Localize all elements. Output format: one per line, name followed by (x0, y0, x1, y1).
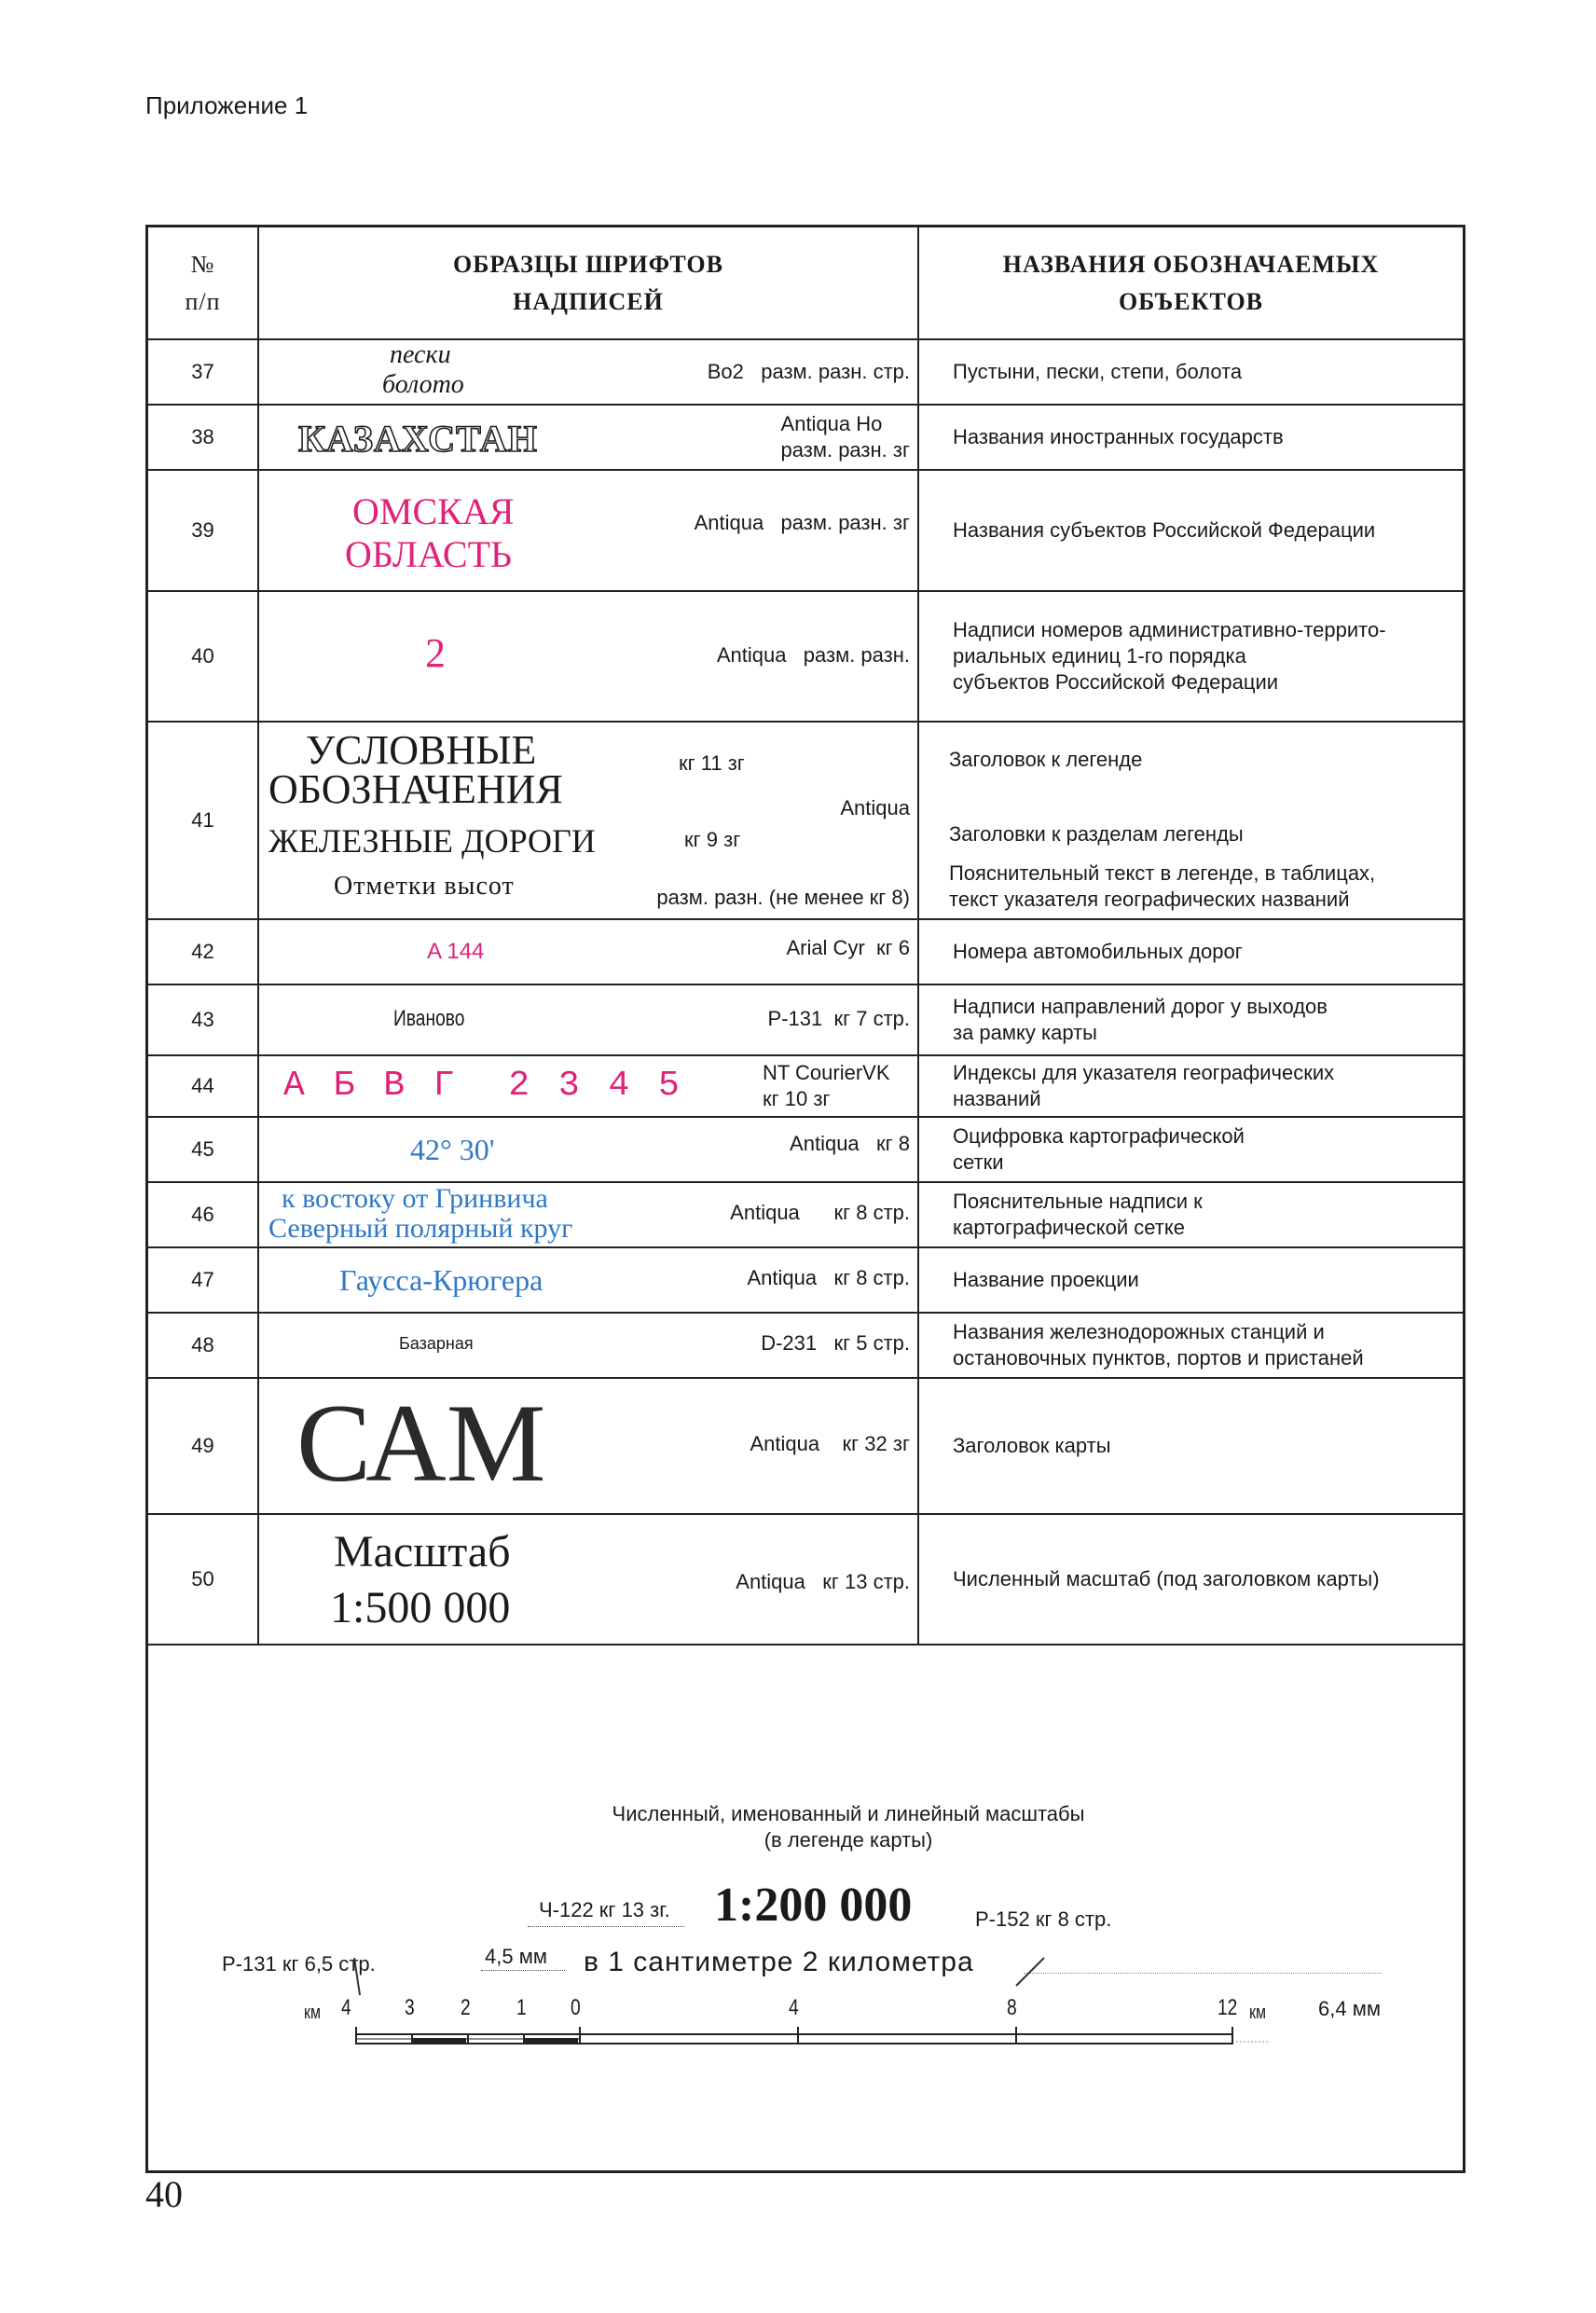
sample-text: Северный полярный круг (268, 1213, 573, 1244)
sample-text: ОБЛАСТЬ (345, 533, 512, 575)
sample-text: 2 (425, 630, 446, 676)
table-row (148, 1117, 1463, 1182)
linear-scale-bar (280, 1948, 1305, 2060)
font-spec: Bo2 разм. разн. стр. (707, 360, 910, 383)
km-label-right: км (1249, 2003, 1266, 2023)
row-sample-cell (258, 1514, 918, 1645)
row-num: 46 (148, 1182, 258, 1247)
tick-label: 3 (405, 1995, 415, 2020)
table-row (148, 1055, 1463, 1117)
font-samples-table (148, 227, 1463, 1645)
row-sample-cell (258, 984, 918, 1055)
sample-text: Гаусса-Крюгера (339, 1263, 543, 1297)
row-num: 44 (148, 1055, 258, 1117)
row-sample-cell (258, 1247, 918, 1313)
row-num: 47 (148, 1247, 258, 1313)
sample-text: 1:500 000 (330, 1583, 511, 1632)
sample-text: А Б В Г 2 3 4 5 (283, 1066, 683, 1106)
sample-text: болото (382, 370, 464, 399)
font-spec: Antiqua разм. разн. (716, 643, 910, 667)
row-sample-cell (258, 591, 918, 722)
table-row (148, 919, 1463, 984)
font-spec: Antiqua кг 8 стр. (730, 1201, 910, 1224)
mm-left-label: 4,5 мм (485, 1945, 547, 1968)
row-sample-cell (258, 1378, 918, 1514)
table-row (148, 1378, 1463, 1514)
table-row (148, 339, 1463, 405)
row-sample-cell (258, 405, 918, 470)
row-description: Надписи направлений дорог у выходов за рамку карты (918, 984, 1463, 1055)
row-num: 37 (148, 339, 258, 405)
numeric-scale-font: Ч-122 кг 13 зг. (539, 1898, 670, 1921)
font-spec: кг 9 зг (684, 828, 741, 851)
font-spec: Antiqua (840, 796, 910, 819)
font-spec: Antiqua разм. разн. зг (694, 511, 910, 534)
row-sample-cell (258, 339, 918, 405)
table-row (148, 1514, 1463, 1645)
km-label: км (304, 2003, 321, 2023)
tick-label: 4 (789, 1995, 799, 2020)
scale-caption: Численный, именованный и линейный масштабы (в легенде карты) (612, 1802, 1085, 1852)
table-header (148, 227, 1463, 339)
font-spec: Antiqua кг 8 (790, 1132, 910, 1155)
sample-text: A 144 (427, 939, 485, 964)
row-description: Названия иностранных государств (918, 405, 1463, 470)
header-names: НАЗВАНИЯ ОБОЗНАЧАЕМЫХ ОБЪЕКТОВ (918, 227, 1463, 339)
linear-scale-font: P-131 кг 6,5 стр. (222, 1952, 376, 1976)
font-spec: P-131 кг 7 стр. (767, 1007, 910, 1030)
row-description: Пояснительные надписи к картографической сетке (918, 1182, 1463, 1247)
page-number: 40 (145, 2173, 183, 2215)
row-sample-cell (258, 1117, 918, 1182)
row-num: 39 (148, 470, 258, 591)
sample-text: пески (390, 340, 451, 369)
table-row (148, 405, 1463, 470)
tick-label: 8 (1007, 1995, 1017, 2020)
sample-text: ОМСКАЯ (352, 490, 515, 532)
table-row (148, 1313, 1463, 1378)
table-row (148, 984, 1463, 1055)
row-description: Номера автомобильных дорог (918, 919, 1463, 984)
row-sample-cell (258, 1055, 918, 1117)
sample-text: Масштаб (334, 1527, 511, 1576)
sample-text: Отметки высот (334, 872, 515, 901)
font-spec: Antiqua Ho разм. разн. зг (780, 412, 910, 461)
row-sample-cell (258, 919, 918, 984)
table-row (148, 591, 1463, 722)
row-sample-cell (258, 722, 918, 919)
table-row (148, 1247, 1463, 1313)
named-scale: в 1 сантиметре 2 километра (584, 1947, 974, 1977)
row-num: 49 (148, 1378, 258, 1514)
tick-label: 12 (1218, 1995, 1238, 2020)
row-num: 41 (148, 722, 258, 919)
sample-text: КАЗАХСТАН (298, 418, 538, 460)
row-description: Индексы для указателя географических названий (918, 1055, 1463, 1117)
sample-text: ЖЕЛЕЗНЫЕ ДОРОГИ (268, 822, 596, 860)
row-description (918, 722, 1463, 919)
desc-text: Заголовок к легенде (949, 748, 1143, 771)
row-description: Надписи номеров административно-террито- риальных единиц 1-го порядка субъектов Российской Федерации (918, 591, 1463, 722)
font-spec: NT CourierVK кг 10 зг (763, 1061, 890, 1110)
row-sample-cell (258, 1313, 918, 1378)
table-row (148, 470, 1463, 591)
font-spec: Arial Cyr кг 6 (786, 936, 910, 959)
row-num: 45 (148, 1117, 258, 1182)
row-num: 40 (148, 591, 258, 722)
row-sample-cell (258, 470, 918, 591)
row-description: Названия железнодорожных станций и остановочных пунктов, портов и пристаней (918, 1313, 1463, 1378)
scale-bar-right-segment (580, 2034, 1232, 2044)
table-row (148, 722, 1463, 919)
desc-text: Заголовки к разделам легенды (949, 822, 1244, 846)
sample-text: УСЛОВНЫЕ (306, 727, 537, 773)
sample-text: ОБОЗНАЧЕНИЯ (268, 766, 563, 812)
font-spec: Antiqua кг 32 зг (750, 1432, 910, 1455)
row-num: 43 (148, 984, 258, 1055)
row-sample-cell (258, 1182, 918, 1247)
row-description: Заголовок карты (918, 1378, 1463, 1514)
tick-label: 4 (341, 1995, 351, 2020)
font-spec: Antiqua кг 13 стр. (736, 1570, 910, 1593)
row-num: 48 (148, 1313, 258, 1378)
row-description: Численный масштаб (под заголовком карты) (918, 1514, 1463, 1645)
appendix-label: Приложение 1 (145, 91, 309, 119)
sample-text: Базарная (399, 1334, 474, 1353)
font-spec: Antiqua кг 8 стр. (747, 1266, 910, 1289)
numeric-scale: 1:200 000 (714, 1879, 913, 1932)
named-scale-font: P-152 кг 8 стр. (975, 1907, 1112, 1931)
tick-label: 2 (461, 1995, 471, 2020)
mm-right-label: 6,4 мм (1318, 1997, 1381, 2020)
font-spec: D-231 кг 5 стр. (761, 1331, 910, 1355)
table-row (148, 1182, 1463, 1247)
row-num: 50 (148, 1514, 258, 1645)
row-description: Название проекции (918, 1247, 1463, 1313)
header-num: № п/п (148, 227, 258, 339)
tick-label: 0 (571, 1995, 581, 2020)
row-description: Названия субъектов Российской Федерации (918, 470, 1463, 591)
desc-text: Пояснительный текст в легенде, в таблицах, текст указателя географических названий (949, 861, 1376, 911)
leader-line (528, 1926, 684, 1927)
row-description: Пустыни, пески, степи, болота (918, 339, 1463, 405)
sample-text: к востоку от Гринвича (282, 1183, 548, 1214)
sample-text: САМ (296, 1381, 546, 1505)
sample-text: 42° 30' (410, 1133, 495, 1166)
font-spec: разм. разн. (не менее кг 8) (656, 886, 910, 909)
tick-label: 1 (516, 1995, 527, 2020)
sample-text: Иваново (393, 1006, 465, 1031)
header-samples: ОБРАЗЦЫ ШРИФТОВ НАДПИСЕЙ (258, 227, 918, 339)
row-num: 42 (148, 919, 258, 984)
row-description: Оцифровка картографической сетки (918, 1117, 1463, 1182)
font-spec: кг 11 зг (679, 751, 745, 775)
row-num: 38 (148, 405, 258, 470)
